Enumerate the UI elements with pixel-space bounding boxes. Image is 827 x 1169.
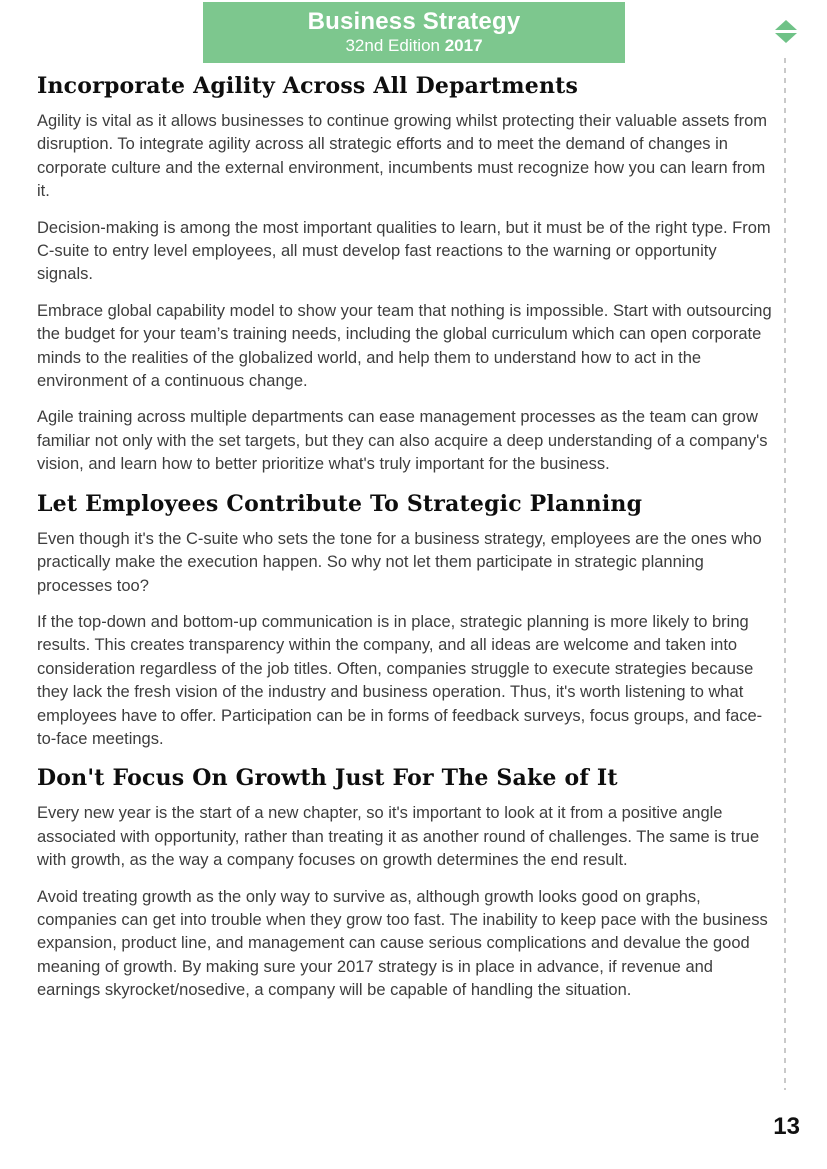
scroll-down-icon[interactable] <box>775 33 797 43</box>
section-heading: Let Employees Contribute To Strategic Planning <box>37 490 643 517</box>
section-heading: Don't Focus On Growth Just For The Sake of It <box>37 765 618 792</box>
paragraph: Embrace global capability model to show your team that nothing is impossible. Start with outsourcing the budget for your team’s training needs, including the global curriculum which can open corporate minds to the realities of the globalized world, and help them to understand how to act in the environment of a continuous change. <box>37 301 772 391</box>
paragraph: Agility is vital as it allows businesses to continue growing whilst protecting their valuable assets from disruption. To integrate agility across all strategic efforts and to meet the demand of changes in corporate culture and the external environment, incumbents must recognize how you can learn from it. <box>37 112 768 201</box>
paragraph: Every new year is the start of a new chapter, so it's important to look at it from a positive angle associated with opportunity, rather than treating it as another round of challenges. The same is true with growth, as the way a company focuses on growth determines the end result. <box>37 804 760 870</box>
edition-year: 2017 <box>444 36 483 55</box>
scroll-arrows[interactable] <box>775 20 797 43</box>
edition-label: 32nd Edition <box>345 36 440 55</box>
page-content <box>37 72 773 1016</box>
section-dont-focus-growth <box>37 764 773 1002</box>
document-title: Business Strategy <box>307 8 521 35</box>
section-heading: Incorporate Agility Across All Departments <box>37 73 579 99</box>
paragraph: Decision-making is among the most important qualities to learn, but it must be of the right type. From C-suite to entry level employees, all must develop fast reactions to the warning or opportunity signals. <box>37 218 771 284</box>
page-header-banner <box>203 2 625 63</box>
section-employees-contribute <box>37 490 773 752</box>
paragraph: Agile training across multiple departments can ease management processes as the team can grow familiar not only with the set targets, but they can also acquire a deep understanding of a company's vision, and learn how to better prioritize what's truly important for the business. <box>37 408 768 474</box>
paragraph: Even though it's the C-suite who sets the tone for a business strategy, employees are the ones who practically make the execution happen. So why not let them participate in strategic planning processes too? <box>37 529 762 595</box>
paragraph: If the top-down and bottom-up communication is in place, strategic planning is more likely to bring results. This creates transparency within the company, and all ideas are welcome and taken into consideration regardless of the job titles. Often, companies struggle to execute strategies because they lack the fresh vision of the industry and business operation. Thus, it's worth listening to what employees have to offer. Participation can be in forms of feedback surveys, focus groups, and face-to-face meetings. <box>37 612 763 748</box>
section-incorporate-agility <box>37 72 773 477</box>
paragraph: Avoid treating growth as the only way to survive as, although growth looks good on graphs, companies can get into trouble when they grow too fast. The inability to keep pace with the business expansion, product line, and management can cause serious complications and devalue the good meaning of growth. By making sure your 2017 strategy is in place in advance, if revenue and earnings skyrocket/nosedive, a company will be capable of handling the situation. <box>37 887 768 1000</box>
dotted-divider <box>784 58 786 1090</box>
scroll-up-icon[interactable] <box>775 20 797 30</box>
document-subtitle <box>203 35 625 56</box>
page-number: 13 <box>773 1113 800 1140</box>
